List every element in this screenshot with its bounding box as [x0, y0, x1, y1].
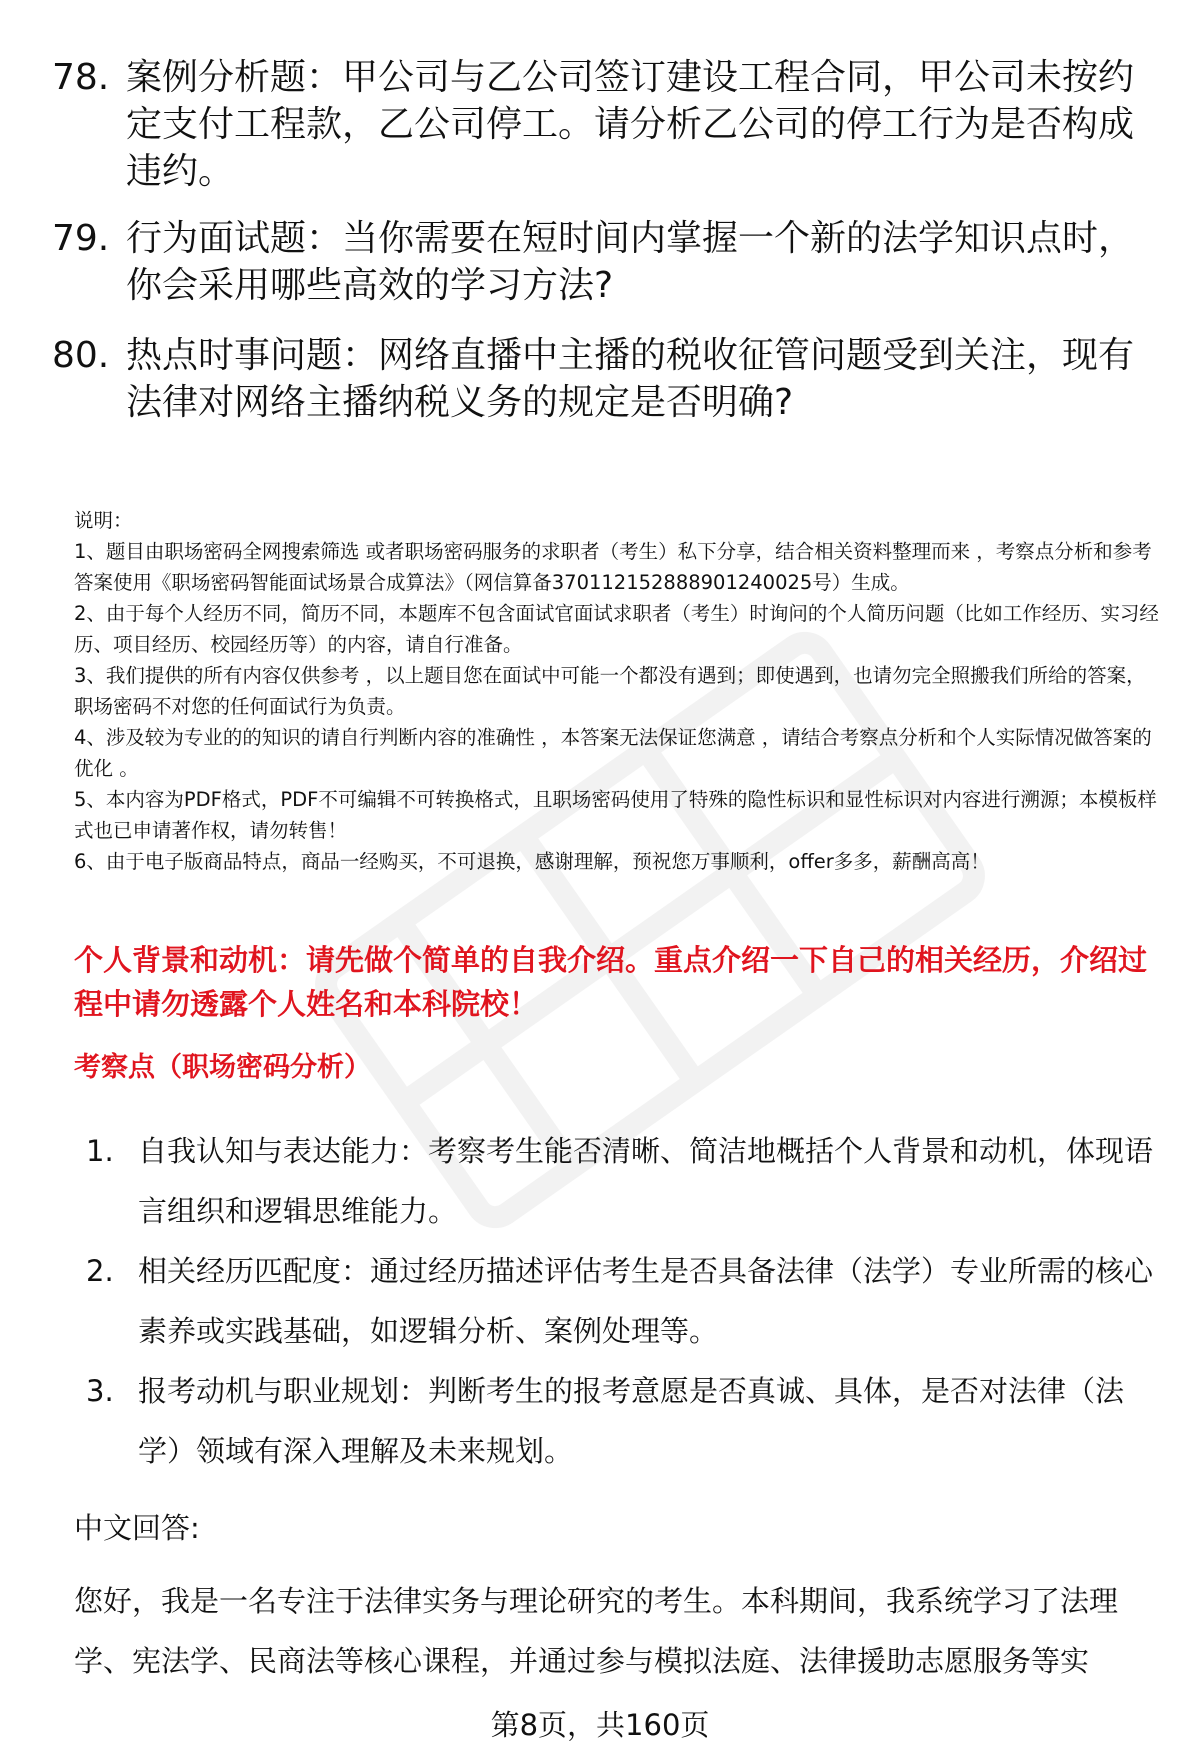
point-text: 报考动机与职业规划：判断考生的报考意愿是否真诚、具体，是否对法律（法学）领域有深入理解及未来规划。 [138, 1374, 1125, 1468]
notes-item: 5、本内容为PDF格式，PDF不可编辑不可转换格式，且职场密码使用了特殊的隐性标识和显性标识对内容进行溯源；本模板样式也已申请著作权，请勿转售！ [74, 788, 1157, 842]
point-number: 1. [86, 1134, 114, 1168]
point-text: 自我认知与表达能力：考察考生能否清晰、简洁地概括个人背景和动机，体现语言组织和逻辑思维能力。 [138, 1134, 1154, 1228]
notes-item: 4、涉及较为专业的的知识的请自行判断内容的准确性 ，本答案无法保证您满意 ，请结合考察点分析和个人实际情况做答案的优化 。 [74, 726, 1152, 780]
page-footer: 第8页，共160页 [490, 1708, 710, 1742]
answer-label: 中文回答: [74, 1511, 200, 1545]
question-number: 79. [52, 218, 110, 259]
notes-item: 2、由于每个人经历不同，简历不同，本题库不包含面试官面试求职者（考生）时询问的个人简历问题（比如工作经历、实习经历、项目经历、校园经历等）的内容，请自行准备。 [74, 602, 1159, 656]
notes-title: 说明： [74, 509, 133, 532]
analysis-points [74, 1121, 1159, 1481]
question-text: 热点时事问题：网络直播中主播的税收征管问题受到关注，现有法律对网络主播纳税义务的规定是否明确? [126, 335, 1135, 423]
question-text: 行为面试题：当你需要在短时间内掌握一个新的法学知识点时，你会采用哪些高效的学习方法? [126, 218, 1135, 306]
question-80 [52, 332, 1152, 426]
point-number: 2. [86, 1254, 114, 1288]
analysis-heading: 考察点（职场密码分析） [74, 1052, 371, 1083]
question-79 [52, 215, 1152, 309]
point-number: 3. [86, 1374, 114, 1408]
section-heading: 个人背景和动机：请先做个简单的自我介绍。重点介绍一下自己的相关经历，介绍过程中请勿透露个人姓名和本科院校！ [74, 943, 1148, 1021]
notes-item: 3、我们提供的所有内容仅供参考 ，以上题目您在面试中可能一个都没有遇到；即使遇到，也请勿完全照搬我们所给的答案，职场密码不对您的任何面试行为负责。 [74, 664, 1146, 718]
question-78 [52, 54, 1152, 195]
question-number: 80. [52, 335, 110, 376]
question-number: 78. [52, 57, 110, 98]
notes-item: 1、题目由职场密码全网搜索筛选 或者职场密码服务的求职者（考生）私下分享，结合相关资料整理而来 ，考察点分析和参考答案使用《职场密码智能面试场景合成算法》（网信算备370112152888901240025号）生成。 [74, 540, 1152, 594]
question-text: 案例分析题：甲公司与乙公司签订建设工程合同，甲公司未按约定支付工程款，乙公司停工。请分析乙公司的停工行为是否构成违约。 [126, 57, 1135, 192]
point-text: 相关经历匹配度：通过经历描述评估考生是否具备法律（法学）专业所需的核心素养或实践基础，如逻辑分析、案例处理等。 [138, 1254, 1154, 1348]
list-item [74, 1241, 1159, 1361]
list-item [74, 1361, 1159, 1481]
list-item [74, 1121, 1159, 1241]
notes-block [74, 505, 1159, 877]
answer-text: 您好，我是一名专注于法律实务与理论研究的考生。本科期间，我系统学习了法理学、宪法学、民商法等核心课程，并通过参与模拟法庭、法律援助志愿服务等实 [74, 1584, 1119, 1678]
notes-item: 6、由于电子版商品特点，商品一经购买，不可退换，感谢理解，预祝您万事顺利，offer多多，薪酬高高！ [74, 850, 990, 873]
